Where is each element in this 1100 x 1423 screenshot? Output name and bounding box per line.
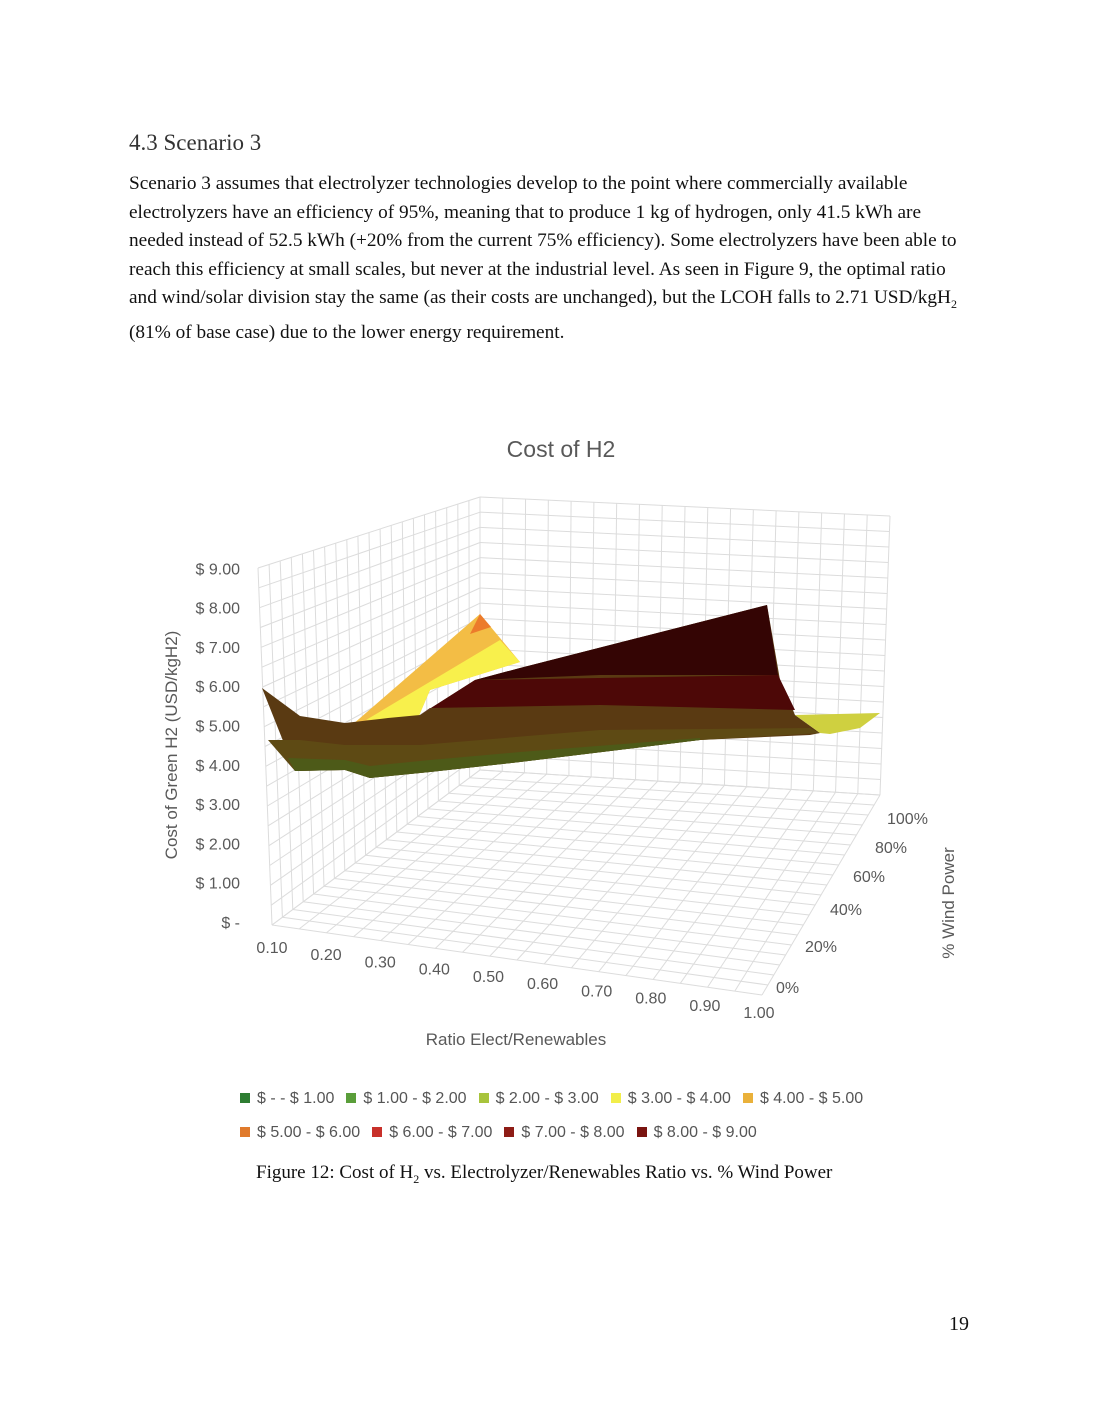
y-tick-label: $ 3.00 bbox=[195, 797, 240, 815]
left-wall-gridline bbox=[391, 525, 397, 832]
y-tick-label: $ 1.00 bbox=[195, 875, 240, 893]
para-text: Scenario 3 assumes that electrolyzer technologies develop to the point where commercially available electrolyzers have an efficiency of 95%, meaning that to produce 1 kg of hydrogen, only 41.5 kWh are needed instead of 52.5 kWh (+20% from the current 75% efficiency). Some electrolyzers have been able to reach this efficiency at small scales, but never at the industrial level. As seen in Figure 9, the optimal ratio and wind/solar division stay the same (as their costs are unchanged), but the LCOH falls to 2.71 USD/kgH bbox=[129, 173, 957, 309]
legend-item bbox=[346, 1090, 466, 1108]
floor-gridline bbox=[366, 855, 815, 905]
legend-label: $ 6.00 - $ 7.00 bbox=[389, 1124, 493, 1141]
z-tick-label: 60% bbox=[853, 869, 886, 886]
floor-gridline bbox=[282, 917, 768, 985]
legend-swatch bbox=[743, 1093, 753, 1103]
z-axis-label: % Wind Power bbox=[939, 847, 958, 959]
x-axis-ticks bbox=[256, 940, 774, 1022]
y-tick-label: $ 7.00 bbox=[195, 639, 240, 657]
z-tick-label: 40% bbox=[830, 902, 863, 919]
page-number: 19 bbox=[949, 1313, 969, 1335]
x-tick-label: 0.70 bbox=[581, 983, 613, 1001]
z-tick-label: 80% bbox=[875, 840, 908, 857]
chart-title: Cost of H2 bbox=[506, 436, 616, 462]
x-tick-label: 0.50 bbox=[472, 968, 505, 986]
y-tick-label: $ 5.00 bbox=[195, 718, 240, 736]
x-tick-label: 0.20 bbox=[310, 947, 342, 965]
legend-swatch bbox=[611, 1093, 621, 1103]
surface-band-8-9 bbox=[475, 605, 778, 680]
left-wall-gridline bbox=[325, 547, 335, 879]
legend-item bbox=[743, 1090, 863, 1108]
legend-item bbox=[240, 1124, 360, 1142]
y-tick-label: $ 9.00 bbox=[195, 561, 240, 579]
legend-item bbox=[240, 1090, 334, 1108]
legend-item bbox=[479, 1090, 599, 1108]
floor-gridline bbox=[376, 848, 821, 896]
legend-label: $ 4.00 - $ 5.00 bbox=[759, 1090, 864, 1107]
x-tick-label: 1.00 bbox=[743, 1005, 775, 1022]
floor-gridline bbox=[428, 809, 851, 845]
legend-swatch bbox=[346, 1093, 356, 1103]
y-tick-label: $ 8.00 bbox=[195, 600, 240, 618]
z-tick-label: 100% bbox=[887, 811, 928, 828]
left-wall-gridline bbox=[347, 540, 355, 863]
figure-caption bbox=[256, 1162, 832, 1187]
floor-gridline bbox=[438, 801, 856, 835]
section-heading: 4.3 Scenario 3 bbox=[129, 130, 262, 155]
y-tick-label: $ 2.00 bbox=[195, 836, 240, 854]
caption-sub: 2 bbox=[413, 1171, 420, 1186]
legend-swatch bbox=[240, 1127, 250, 1137]
y-axis-label: Cost of Green H2 (USD/kgH2) bbox=[162, 630, 181, 860]
z-tick-label: 0% bbox=[776, 980, 800, 997]
left-wall-gridline bbox=[258, 568, 272, 925]
legend-swatch bbox=[372, 1127, 382, 1137]
legend-item bbox=[637, 1124, 757, 1142]
caption-text: Figure 12: Cost of H bbox=[256, 1162, 414, 1183]
left-wall-gridline bbox=[336, 543, 345, 871]
y-tick-label: $ 4.00 bbox=[195, 757, 240, 775]
x-tick-label: 0.10 bbox=[256, 940, 288, 957]
para-text-end: (81% of base case) due to the lower energy requirement. bbox=[129, 321, 565, 343]
floor-gridline bbox=[272, 925, 762, 995]
legend-label: $ 2.00 - $ 3.00 bbox=[495, 1090, 599, 1107]
x-axis-label: Ratio Elect/Renewables bbox=[425, 1030, 607, 1049]
y-tick-label: $ 6.00 bbox=[195, 679, 240, 697]
x-tick-label: 0.60 bbox=[526, 976, 559, 994]
chart-legend-row-1 bbox=[240, 1090, 875, 1108]
caption-text-end: vs. Electrolyzer/Renewables Ratio vs. % Wind Power bbox=[419, 1162, 833, 1183]
legend-label: $ 5.00 - $ 6.00 bbox=[257, 1124, 361, 1141]
para-sub: 2 bbox=[950, 297, 957, 312]
legend-label: $ 3.00 - $ 4.00 bbox=[627, 1090, 731, 1107]
legend-swatch bbox=[240, 1093, 250, 1103]
legend-item bbox=[504, 1124, 624, 1142]
legend-label: $ 8.00 - $ 9.00 bbox=[653, 1124, 757, 1141]
floor-gridline bbox=[407, 824, 839, 865]
legend-item bbox=[372, 1124, 492, 1142]
left-wall-gridline bbox=[402, 522, 407, 824]
x-tick-label: 0.30 bbox=[364, 954, 396, 972]
y-axis-ticks bbox=[196, 561, 241, 932]
legend-swatch bbox=[479, 1093, 489, 1103]
chart-legend-row-2 bbox=[240, 1124, 769, 1142]
legend-swatch bbox=[637, 1127, 647, 1137]
legend-item bbox=[611, 1090, 731, 1108]
x-tick-label: 0.80 bbox=[635, 990, 667, 1008]
legend-label: $ - - $ 1.00 bbox=[257, 1090, 335, 1107]
legend-swatch bbox=[504, 1127, 514, 1137]
z-tick-label: 20% bbox=[805, 939, 838, 956]
left-wall-gridline bbox=[380, 529, 386, 840]
y-tick-label: $ - bbox=[221, 915, 240, 932]
chart-surface bbox=[262, 605, 880, 778]
x-tick-label: 0.90 bbox=[689, 997, 721, 1015]
left-wall-gridline bbox=[369, 533, 376, 848]
left-wall-gridline bbox=[314, 550, 325, 886]
x-tick-label: 0.40 bbox=[418, 961, 450, 979]
legend-label: $ 7.00 - $ 8.00 bbox=[521, 1124, 625, 1141]
legend-label: $ 1.00 - $ 2.00 bbox=[363, 1090, 467, 1107]
left-wall-gridline bbox=[358, 536, 366, 855]
z-axis-ticks bbox=[776, 811, 928, 997]
